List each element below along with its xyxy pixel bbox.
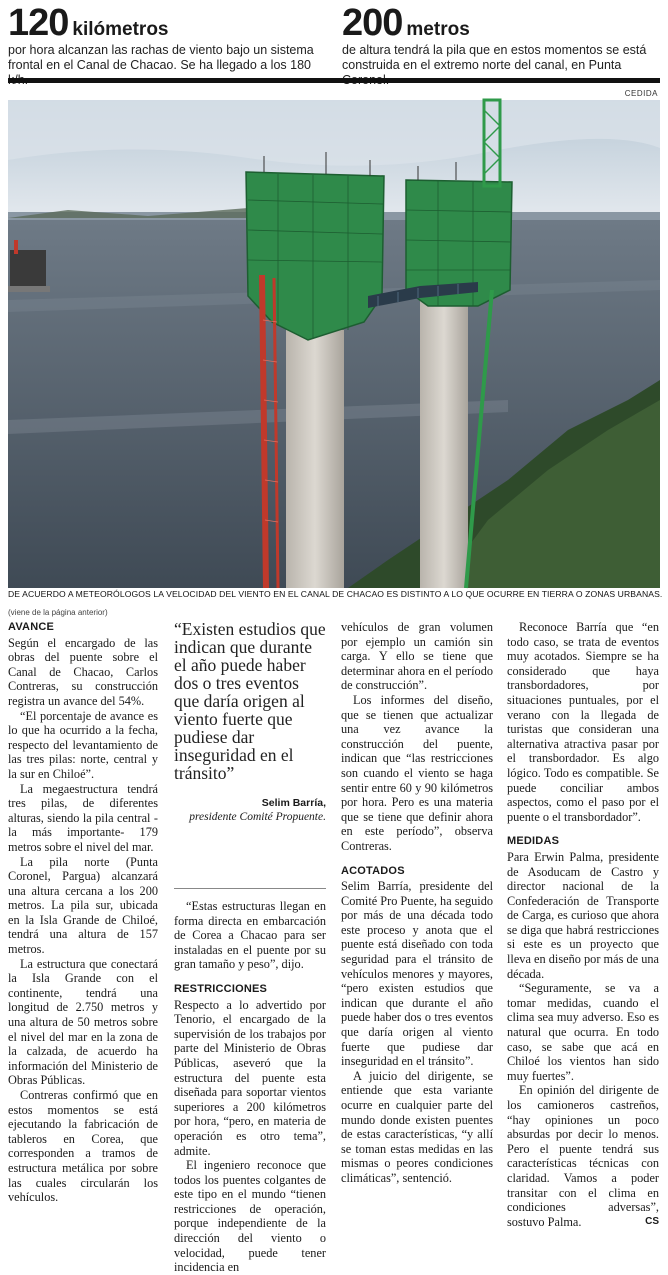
paragraph: Contreras confirmó que en estos momentos se está ejecutando la fabricación de tableros en Corea, que corresponden a tramos de estructura metálica por sobre las cuales circularán los vehículos.	[8, 1088, 158, 1205]
section-heading-restricciones: RESTRICCIONES	[174, 982, 268, 995]
paragraph: A juicio del dirigente, se entiende que esta variante ocurre en cualquier parte del mundo donde existen puentes de estas características, “y allí se toman estas medidas en las mismas o peores condiciones climáticas”, sentenció.	[341, 1068, 493, 1185]
stat-unit: metros	[406, 19, 470, 40]
paragraph: vehículos de gran volumen por ejemplo un camión sin carga. Y ello se tiene que determinar ahora en el período de construcción”.	[341, 620, 493, 693]
photo-credit: CEDIDA	[624, 89, 658, 98]
stat-number: 120	[8, 2, 69, 44]
paragraph	[507, 1083, 659, 1229]
stat-description: por hora alcanzan las rachas de viento bajo un sistema frontal en el Canal de Chacao. Se ha llegado a los 180	[8, 43, 314, 72]
stat-pillar-height	[342, 4, 662, 88]
article-column-2	[174, 620, 326, 1275]
quote-author-name: Selim Barría,	[261, 797, 326, 809]
paragraph-text: En opinión del dirigente de los camioneros castreños, “hay opiniones un poco absurdas por decir lo menos. Pero el puente tendrá sus características técnicas con claridad. Vamos a poder transitar con el clima en condiciones adversas”, sostuvo Palma.	[507, 1083, 659, 1229]
paragraph: “Estas estructuras llegan en forma directa en embarcación de Corea a Chacao para ser instaladas en el puente por su gran tamaño y peso”, dijo.	[174, 899, 326, 972]
photo-caption: DE ACUERDO A METEORÓLOGOS LA VELOCIDAD DEL VIENTO EN EL CANAL DE CHACAO ES DISTINTO A LO QUE OCURRE EN TIERRA O ZONAS URBANAS.	[8, 589, 663, 599]
paragraph: La pila norte (Punta Coronel, Pargua) alcanzará una altura cercana a los 200 metros. La pila sur, ubicada en la Isla Grande de Chiloé, tendrá una altura de 157 metros.	[8, 854, 158, 957]
paragraph: Selim Barría, presidente del Comité Pro Puente, ha seguido por más de una década todo este proceso y anota que el puente está diseñado con toda seguridad para el tránsito de vehículos menores y mayores, “pero existen estudios que indican que durante el año puede haber dos o tres eventos que daría origen al viento fuerte que pudiese dar inseguridad en el tránsito”.	[341, 879, 493, 1069]
article-column-1	[8, 620, 158, 1205]
paragraph: La estructura que conectará la Isla Grande con el continente, tendrá una longitud de 2.750 metros y una altura de 50 metros sobre el nivel del mar en la zona de la calzada, de acuerdo ha información del Ministerio de Obras Públicas.	[8, 956, 158, 1088]
paragraph: “El porcentaje de avance es lo que ha ocurrido a la fecha, respecto del levantamiento de las tres pilas: norte, central y la sur en Chiloé”.	[8, 708, 158, 781]
stat-description: de altura tendrá la pila que en estos momentos se está construida en el extremo norte del canal, en Punta	[342, 43, 647, 72]
paragraph: El ingeniero reconoce que todos los puentes colgantes de este tipo en el mundo “tienen restricciones de operación, porque independiente de la dirección del viento o velocidad, puede tener incidencia en	[174, 1158, 326, 1275]
quote-divider	[174, 888, 326, 889]
section-heading-avance: AVANCE	[8, 621, 55, 633]
header-rule	[8, 78, 660, 83]
paragraph: La megaestructura tendrá tres pilas, de diferentes alturas, siendo la pila central -la más importante- 179 metros sobre el nivel del mar.	[8, 781, 158, 854]
paragraph: “Seguramente, se va a tomar medidas, cuando el clima sea muy adverso. Eso es natural que ocurra. En todo caso, se sabe que acá en Chiloé los vientos han sido muy fuertes”.	[507, 981, 659, 1083]
stat-wind-speed	[8, 4, 328, 88]
bridge-photo	[8, 100, 660, 588]
paragraph: Reconoce Barría que “en todo caso, se trata de eventos muy acotados. Siempre se ha considerado que haya transbordadores, por situaciones puntuales, por el verano con la llegada de turistas que consideran una alternativa atractiva pasar por el transbordador. Es algo lógico. Todo es compatible. Se puede conciliar ambos aspectos, como el paso por el puente o el transbordador”.	[507, 620, 659, 824]
end-mark: CS	[645, 1215, 659, 1227]
pull-quote: “Existen estudios que indican que durante el año puede haber dos o tres eventos que daría origen al viento fuerte que pudiese dar inseguridad en el tránsito”	[174, 619, 326, 783]
pull-quote-attribution	[174, 796, 326, 824]
paragraph: Respecto a lo advertido por Tenorio, el encargado de la supervisión de los trabajos por parte del Ministerio de Obras Públicas, aseveró que la estructura del puente esta diseñada para soportar vientos superiores a 200 kilómetros por hora, “pero, en materia de operación es otro tema”, admite.	[174, 997, 326, 1158]
quote-author-role: presidente Comité Propuente.	[189, 811, 326, 823]
paragraph: Para Erwin Palma, presidente de Asoducam de Castro y director nacional de la Confederación de Transporte de Carga, es curioso que ahora se diga que habrá restricciones si este es un proyecto que lleva en diseño por más de una década.	[507, 849, 659, 981]
paragraph: Los informes del diseño, que se tienen que actualizar una vez avance la construcción del puente, indican que “las restricciones son cuando el viento se haga sentir entre 60 y 90 kilómetros por hora. Pero es una materia que se tiene que definir ahora en este período”, observa Contreras.	[341, 692, 493, 853]
stats-header	[0, 0, 668, 80]
section-heading-medidas: MEDIDAS	[507, 835, 560, 848]
article-column-4	[507, 620, 659, 1229]
section-heading-acotados: ACOTADOS	[341, 864, 405, 877]
continued-note: (viene de la página anterior)	[8, 608, 108, 617]
paragraph: Según el encargado de las obras del puente sobre el Canal de Chacao, Carlos Contreras, su construcción registra un avance del 54%.	[8, 635, 158, 708]
article-column-3	[341, 620, 493, 1186]
stat-number: 200	[342, 2, 403, 44]
stat-unit: kilómetros	[72, 19, 169, 40]
